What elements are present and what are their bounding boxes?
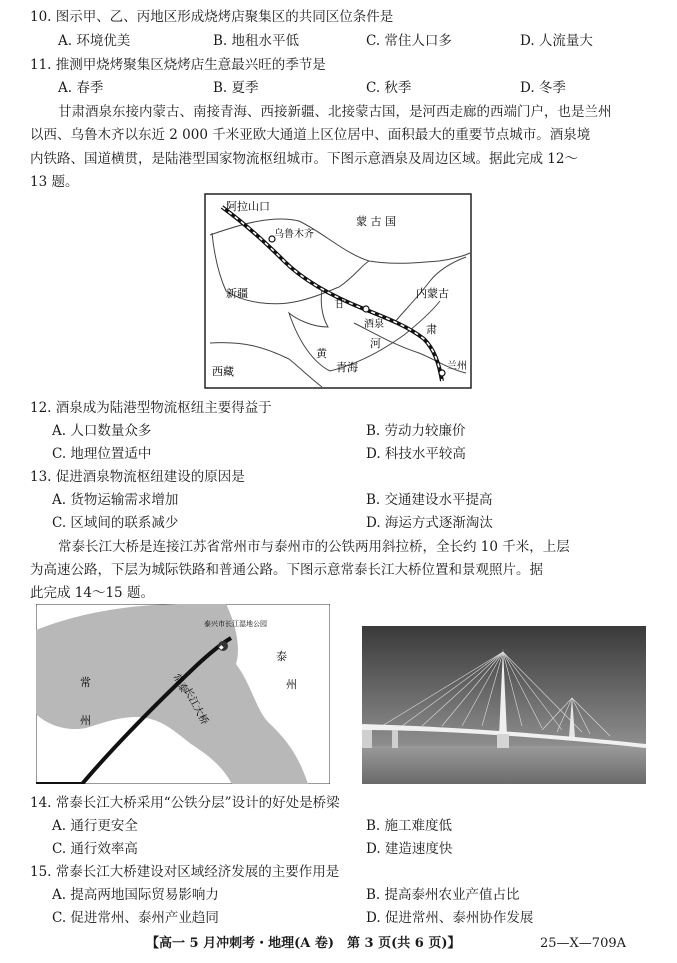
q14-option-b: B. 施工难度低 [366, 818, 453, 834]
q15-option-c: C. 促进常州、泰州产业趋同 [52, 910, 219, 926]
label-gan: 甘 [334, 297, 345, 310]
q11-option-a: A. 春季 [58, 80, 104, 96]
q11-stem: 11. 推测甲烧烤聚集区烧烤店生意最兴旺的季节是 [30, 57, 326, 73]
label-bridge-b: 长江大桥 [181, 686, 210, 727]
q11-option-c: C. 秋季 [366, 80, 412, 96]
q10-option-d: D. 人流量大 [520, 33, 593, 49]
label-he: 河 [370, 337, 381, 350]
label-bridge-a: 常泰 [170, 672, 190, 696]
q14-stem: 14. 常泰长江大桥采用“公铁分层”设计的好处是桥梁 [30, 795, 340, 811]
q12-option-c: C. 地理位置适中 [52, 446, 152, 462]
jiuquan-region-map [204, 193, 472, 389]
passage1-line-3: 内铁路、国道横贯，是陆港型国家物流枢纽城市。下图示意酒泉及周边区域。据此完成 12～ [30, 151, 578, 167]
q12-option-d: D. 科技水平较高 [366, 446, 466, 462]
bridge-location-map [36, 604, 330, 784]
q13-option-c: C. 区域间的联系减少 [52, 515, 179, 531]
q14-option-a: A. 通行更安全 [52, 818, 138, 834]
q15-option-a: A. 提高两地国际贸易影响力 [52, 887, 219, 903]
page-footer: 【高一 5 月冲刺考・地理(A 卷) 第 3 页(共 6 页)】 [146, 936, 461, 951]
passage2-line-1: 常泰长江大桥是连接江苏省常州市与泰州市的公铁两用斜拉桥，全长约 10 千米，上层 [58, 539, 570, 555]
q11-option-b: B. 夏季 [213, 80, 259, 96]
label-qinghai: 青海 [336, 361, 358, 374]
exam-code: 25—X—709A [540, 936, 626, 951]
label-xinjiang: 新疆 [226, 287, 248, 300]
label-zhou-left: 州 [80, 714, 91, 727]
q15-option-d: D. 促进常州、泰州协作发展 [366, 910, 534, 926]
label-park: 泰兴市长江湿地公园 [204, 620, 267, 628]
label-urumqi: 乌鲁木齐 [274, 229, 314, 240]
q15-option-b: B. 提高泰州农业产值占比 [366, 887, 520, 903]
q12-stem: 12. 酒泉成为陆港型物流枢纽主要得益于 [30, 400, 272, 416]
q11-option-d: D. 冬季 [520, 80, 566, 96]
label-zhou-right: 州 [286, 678, 297, 691]
label-huang: 黄 [316, 347, 327, 360]
label-chang: 常 [80, 676, 91, 689]
q14-option-d: D. 建造速度快 [366, 841, 453, 857]
label-inner-mongolia: 内蒙古 [416, 287, 449, 300]
q12-option-a: A. 人口数量众多 [52, 423, 152, 439]
q10-stem: 10. 图示甲、乙、丙地区形成烧烤店聚集区的共同区位条件是 [30, 9, 394, 25]
q15-stem: 15. 常泰长江大桥建设对区域经济发展的主要作用是 [30, 864, 340, 880]
label-su: 肃 [426, 323, 437, 336]
svg-text:◆: ◆ [219, 644, 224, 651]
q12-option-b: B. 劳动力较廉价 [366, 423, 466, 439]
passage2-line-3: 此完成 14～15 题。 [30, 585, 154, 601]
q13-stem: 13. 促进酒泉物流枢纽建设的原因是 [30, 469, 245, 485]
label-altai: 阿拉山口 [226, 200, 270, 213]
q13-option-a: A. 货物运输需求增加 [52, 492, 179, 508]
q10-option-a: A. 环境优美 [58, 33, 131, 49]
bridge-photo [362, 626, 646, 784]
passage1-line-4: 13 题。 [30, 174, 79, 190]
passage1-line-1: 甘肃酒泉东接内蒙古、南接青海、西接新疆、北接蒙古国，是河西走廊的西端门户，也是兰州 [58, 104, 612, 120]
q10-option-c: C. 常住人口多 [366, 33, 452, 49]
label-tibet: 西藏 [212, 365, 234, 378]
q13-option-d: D. 海运方式逐渐淘汰 [366, 515, 493, 531]
q14-option-c: C. 通行效率高 [52, 841, 138, 857]
label-lanzhou: 兰州 [447, 361, 467, 372]
label-tai: 泰 [276, 650, 287, 663]
label-mongolia: 蒙 古 国 [356, 215, 396, 228]
passage1-line-2: 以西、乌鲁木齐以东近 2 000 千米亚欧大通道上区位居中、面积最大的重要节点城市。酒泉境 [30, 127, 591, 143]
passage2-line-2: 为高速公路，下层为城际铁路和普通公路。下图示意常泰长江大桥位置和景观照片。据 [30, 562, 543, 578]
q13-option-b: B. 交通建设水平提高 [366, 492, 493, 508]
label-jiuquan: 酒泉 [364, 319, 384, 330]
q10-option-b: B. 地租水平低 [213, 33, 300, 49]
